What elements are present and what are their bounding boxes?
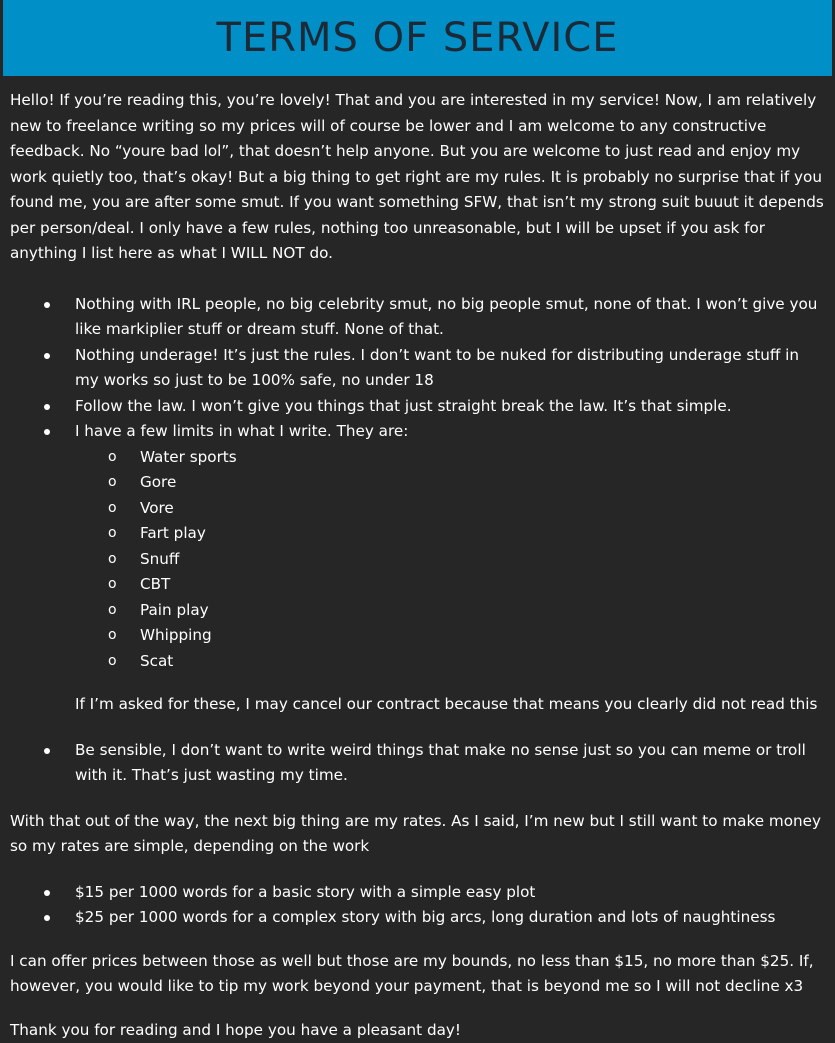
limit-item: o CBT xyxy=(10,572,825,598)
limit-item: o Snuff xyxy=(10,547,825,573)
document-body xyxy=(10,88,825,1043)
limit-item: o Vore xyxy=(10,496,825,522)
limits-note: If I’m asked for these, I may cancel our contract because that means you clearly did not read this xyxy=(10,692,825,718)
rate-item: $25 per 1000 words for a complex story with big arcs, long duration and lots of naughtiness xyxy=(10,905,825,931)
rule-item: Nothing with IRL people, no big celebrity smut, no big people smut, none of that. I won’t give you like markiplier stuff or dream stuff. None of that. xyxy=(10,292,825,343)
title-banner xyxy=(3,0,832,76)
limit-item: o Water sports xyxy=(10,445,825,471)
intro-paragraph: Hello! If you’re reading this, you’re lovely! That and you are interested in my service! Now, I am relatively new to freelance writing so my prices will of course be lower and I am welcome to any constructive feedback. No “youre bad lol”, that doesn’t help anyone. But you are welcome to just read and enjoy my work quietly too, that’s okay! But a big thing to get right are my rules. It is probably no surprise that if you found me, you are after some smut. If you want something SFW, that isn’t my strong suit buuut it depends per person/deal. I only have a few rules, nothing too unreasonable, but I will be upset if you ask for anything I list here as what I WILL NOT do. xyxy=(10,88,825,267)
limit-item: o Scat xyxy=(10,649,825,675)
rules-list-continued xyxy=(10,738,825,789)
page-title: TERMS OF SERVICE xyxy=(217,15,619,61)
bounds-paragraph: I can offer prices between those as well but those are my bounds, no less than $15, no more than $25. If, however, you would like to tip my work beyond your payment, that is beyond me so I will not decline x3 xyxy=(10,949,825,1000)
limit-item: o Gore xyxy=(10,470,825,496)
closing-paragraph: Thank you for reading and I hope you have a pleasant day! xyxy=(10,1018,825,1043)
rates-intro-paragraph: With that out of the way, the next big thing are my rates. As I said, I’m new but I still want to make money so my rates are simple, depending on the work xyxy=(10,809,825,860)
rule-item: Be sensible, I don’t want to write weird things that make no sense just so you can meme or troll with it. That’s just wasting my time. xyxy=(10,738,825,789)
rate-item: $15 per 1000 words for a basic story with a simple easy plot xyxy=(10,880,825,906)
rule-item: I have a few limits in what I write. They are: xyxy=(10,419,825,445)
rule-item: Nothing underage! It’s just the rules. I don’t want to be nuked for distributing underage stuff in my works so just to be 100% safe, no under 18 xyxy=(10,343,825,394)
rates-list xyxy=(10,880,825,931)
limit-item: o Whipping xyxy=(10,623,825,649)
rules-list xyxy=(10,292,825,445)
rule-item: Follow the law. I won’t give you things that just straight break the law. It’s that simple. xyxy=(10,394,825,420)
limit-item: o Pain play xyxy=(10,598,825,624)
limit-item: o Fart play xyxy=(10,521,825,547)
limits-list xyxy=(10,445,825,675)
